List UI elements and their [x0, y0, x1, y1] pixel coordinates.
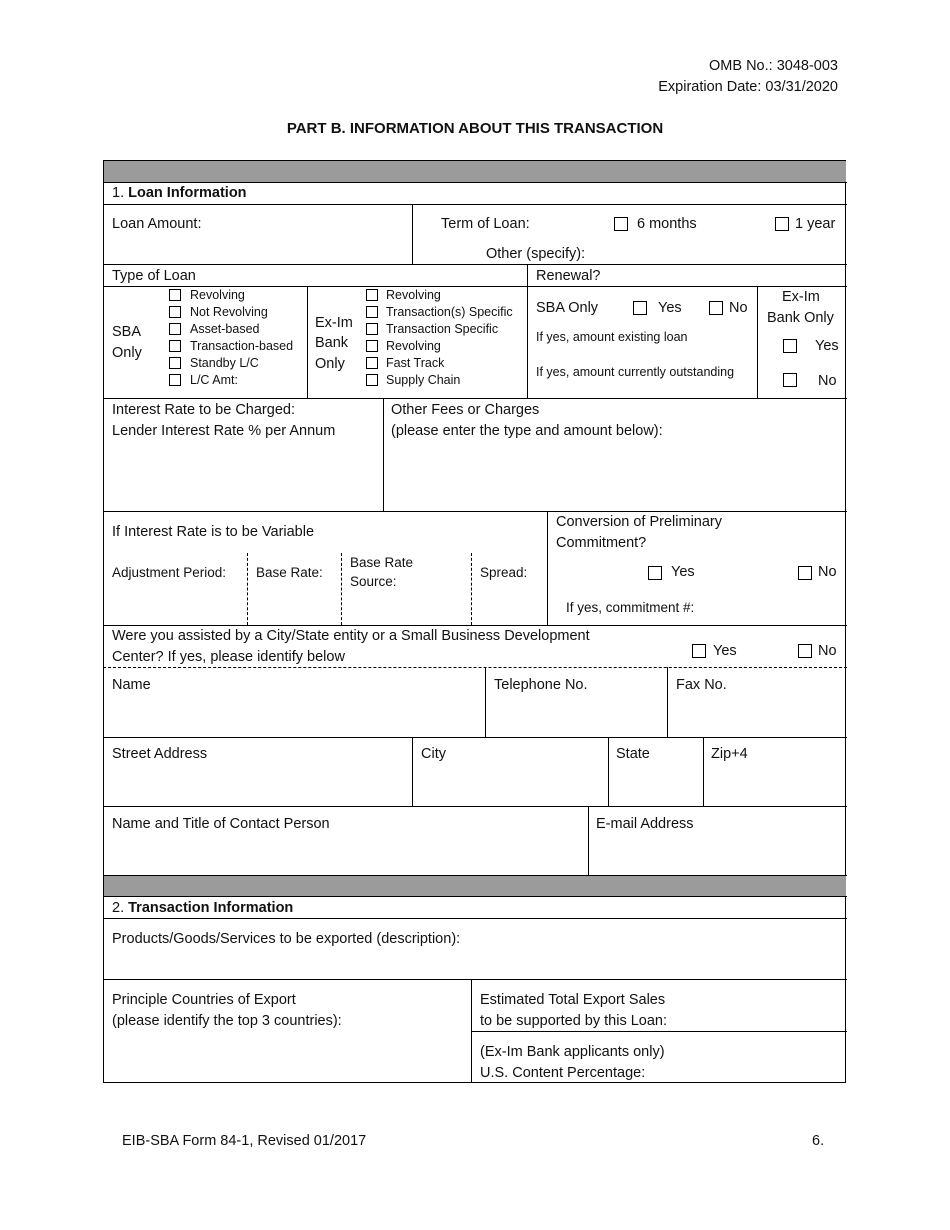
loan-amount-label: Loan Amount:: [112, 216, 202, 232]
base-rate-label: Base Rate:: [256, 565, 323, 580]
rule: [757, 286, 758, 398]
rule: [103, 204, 847, 205]
state-label: State: [616, 746, 650, 762]
us-content-label-2: U.S. Content Percentage:: [480, 1065, 646, 1081]
city-label: City: [421, 746, 446, 762]
renewal-exim-label-2: Bank Only: [767, 310, 834, 326]
exim-option-checkbox[interactable]: [366, 306, 378, 318]
assisted-label-2: Center? If yes, please identify below: [112, 649, 345, 665]
exim-option-label: Revolving: [386, 288, 441, 302]
sba-option-checkbox[interactable]: [169, 374, 181, 386]
interest-rate-label-1: Interest Rate to be Charged:: [112, 402, 295, 418]
section-band-2: [104, 876, 846, 896]
other-fees-label-2: (please enter the type and amount below):: [391, 423, 663, 439]
if-yes-outstanding-label: If yes, amount currently outstanding: [536, 365, 735, 379]
section1-heading: [112, 183, 247, 204]
rule: [103, 896, 847, 897]
rule: [307, 286, 308, 398]
sba-option-label: L/C Amt:: [190, 373, 238, 387]
term-6-months-checkbox[interactable]: [614, 217, 628, 231]
rule: [485, 667, 486, 737]
if-yes-existing-label: If yes, amount existing loan: [536, 330, 688, 344]
rule: [383, 398, 384, 511]
section1-label: Loan Information: [128, 185, 247, 201]
assisted-no-checkbox[interactable]: [798, 644, 812, 658]
section-band-top: [104, 161, 846, 182]
omb-number: OMB No.: 3048-003: [709, 58, 838, 74]
sba-option-checkbox[interactable]: [169, 289, 181, 301]
sba-option-label: Standby L/C: [190, 356, 259, 370]
other-fees-label-1: Other Fees or Charges: [391, 402, 540, 418]
exim-option-label: Transaction Specific: [386, 322, 499, 336]
renewal-sba-yes-label: Yes: [658, 300, 682, 316]
page-title: PART B. INFORMATION ABOUT THIS TRANSACTION: [286, 120, 664, 137]
sba-option-label: Asset-based: [190, 322, 260, 336]
exim-option-checkbox[interactable]: [366, 357, 378, 369]
telephone-field-label: Telephone No.: [494, 677, 588, 693]
rule: [667, 667, 668, 737]
rule: [341, 553, 342, 625]
renewal-sba-no-checkbox[interactable]: [709, 301, 723, 315]
exim-option-checkbox[interactable]: [366, 374, 378, 386]
assisted-label-1: Were you assisted by a City/State entity or a Small Business Development: [112, 628, 590, 644]
exim-option-label: Supply Chain: [386, 373, 461, 387]
rule: [103, 875, 847, 876]
conversion-yes-checkbox[interactable]: [648, 566, 662, 580]
type-of-loan-label: Type of Loan: [112, 268, 196, 284]
sba-option-checkbox[interactable]: [169, 323, 181, 335]
section2-heading: [112, 898, 293, 919]
rule: [547, 511, 548, 625]
sba-option-checkbox[interactable]: [169, 340, 181, 352]
spread-label: Spread:: [480, 565, 528, 580]
rule: [471, 979, 472, 1083]
products-label: Products/Goods/Services to be exported (description):: [112, 931, 461, 947]
assisted-no-label: No: [818, 643, 837, 659]
exim-option-checkbox[interactable]: [366, 340, 378, 352]
exim-option-checkbox[interactable]: [366, 323, 378, 335]
section2-number: 2.: [112, 900, 125, 916]
renewal-label: Renewal?: [536, 268, 601, 284]
conversion-no-checkbox[interactable]: [798, 566, 812, 580]
variable-rate-heading: If Interest Rate is to be Variable: [112, 524, 315, 540]
term-1-year-checkbox[interactable]: [775, 217, 789, 231]
rule: [247, 553, 248, 625]
page-number: 6.: [812, 1133, 825, 1149]
rule: [588, 806, 589, 875]
base-rate-source-label-1: Base Rate: [350, 555, 414, 570]
other-specify-label: Other (specify):: [486, 246, 586, 262]
rule: [103, 979, 847, 980]
renewal-sba-yes-checkbox[interactable]: [633, 301, 647, 315]
commitment-number-label: If yes, commitment #:: [566, 600, 695, 615]
conversion-label-1: Conversion of Preliminary: [556, 514, 723, 530]
sba-option-label: Transaction-based: [190, 339, 294, 353]
rule: [527, 264, 528, 398]
conversion-label-2: Commitment?: [556, 535, 647, 551]
renewal-exim-no-label: No: [818, 373, 837, 389]
rule: [103, 398, 847, 399]
sba-option-label: Revolving: [190, 288, 245, 302]
adjustment-period-label: Adjustment Period:: [112, 565, 227, 580]
exim-only-label-1: Ex-Im: [315, 315, 353, 331]
rule: [703, 737, 704, 806]
rule: [103, 806, 847, 807]
exim-only-label-3: Only: [315, 356, 345, 372]
sba-option-checkbox[interactable]: [169, 306, 181, 318]
term-of-loan-label: Term of Loan:: [441, 216, 530, 232]
rule: [471, 553, 472, 625]
rule: [608, 737, 609, 806]
renewal-exim-yes-label: Yes: [815, 338, 839, 354]
countries-label-2: (please identify the top 3 countries):: [112, 1013, 342, 1029]
term-1-year-label: 1 year: [795, 216, 836, 232]
exim-option-label: Transaction(s) Specific: [386, 305, 513, 319]
contact-person-label: Name and Title of Contact Person: [112, 816, 330, 832]
sba-only-label-1: SBA: [112, 324, 142, 340]
name-field-label: Name: [112, 677, 151, 693]
fax-field-label: Fax No.: [676, 677, 727, 693]
renewal-sba-no-label: No: [729, 300, 748, 316]
exim-only-label-2: Bank: [315, 335, 349, 351]
rule: [412, 204, 413, 264]
conversion-yes-label: Yes: [671, 564, 695, 580]
exim-option-label: Revolving: [386, 339, 441, 353]
expiration-date: Expiration Date: 03/31/2020: [658, 79, 838, 95]
assisted-yes-label: Yes: [713, 643, 737, 659]
sba-option-checkbox[interactable]: [169, 357, 181, 369]
sba-only-label-2: Only: [112, 345, 142, 361]
conversion-no-label: No: [818, 564, 837, 580]
us-content-label-1: (Ex-Im Bank applicants only): [480, 1044, 665, 1060]
sba-option-label: Not Revolving: [190, 305, 268, 319]
rule: [103, 737, 847, 738]
countries-label-1: Principle Countries of Export: [112, 992, 296, 1008]
export-sales-label-1: Estimated Total Export Sales: [480, 992, 666, 1008]
email-label: E-mail Address: [596, 816, 694, 832]
export-sales-label-2: to be supported by this Loan:: [480, 1013, 668, 1029]
exim-option-label: Fast Track: [386, 356, 445, 370]
renewal-exim-label-1: Ex-Im: [782, 289, 820, 305]
renewal-exim-yes-checkbox[interactable]: [783, 339, 797, 353]
renewal-sba-only-label: SBA Only: [536, 300, 599, 316]
assisted-yes-checkbox[interactable]: [692, 644, 706, 658]
section2-label: Transaction Information: [128, 900, 294, 916]
exim-option-checkbox[interactable]: [366, 289, 378, 301]
interest-rate-label-2: Lender Interest Rate % per Annum: [112, 423, 336, 439]
form-id: EIB-SBA Form 84-1, Revised 01/2017: [122, 1133, 367, 1149]
section1-number: 1.: [112, 185, 125, 201]
renewal-exim-no-checkbox[interactable]: [783, 373, 797, 387]
street-address-label: Street Address: [112, 746, 208, 762]
zip-label: Zip+4: [711, 746, 748, 762]
rule: [412, 737, 413, 806]
term-6-months-label: 6 months: [637, 216, 697, 232]
rule: [103, 511, 847, 512]
rule: [103, 264, 847, 265]
base-rate-source-label-2: Source:: [350, 574, 397, 589]
